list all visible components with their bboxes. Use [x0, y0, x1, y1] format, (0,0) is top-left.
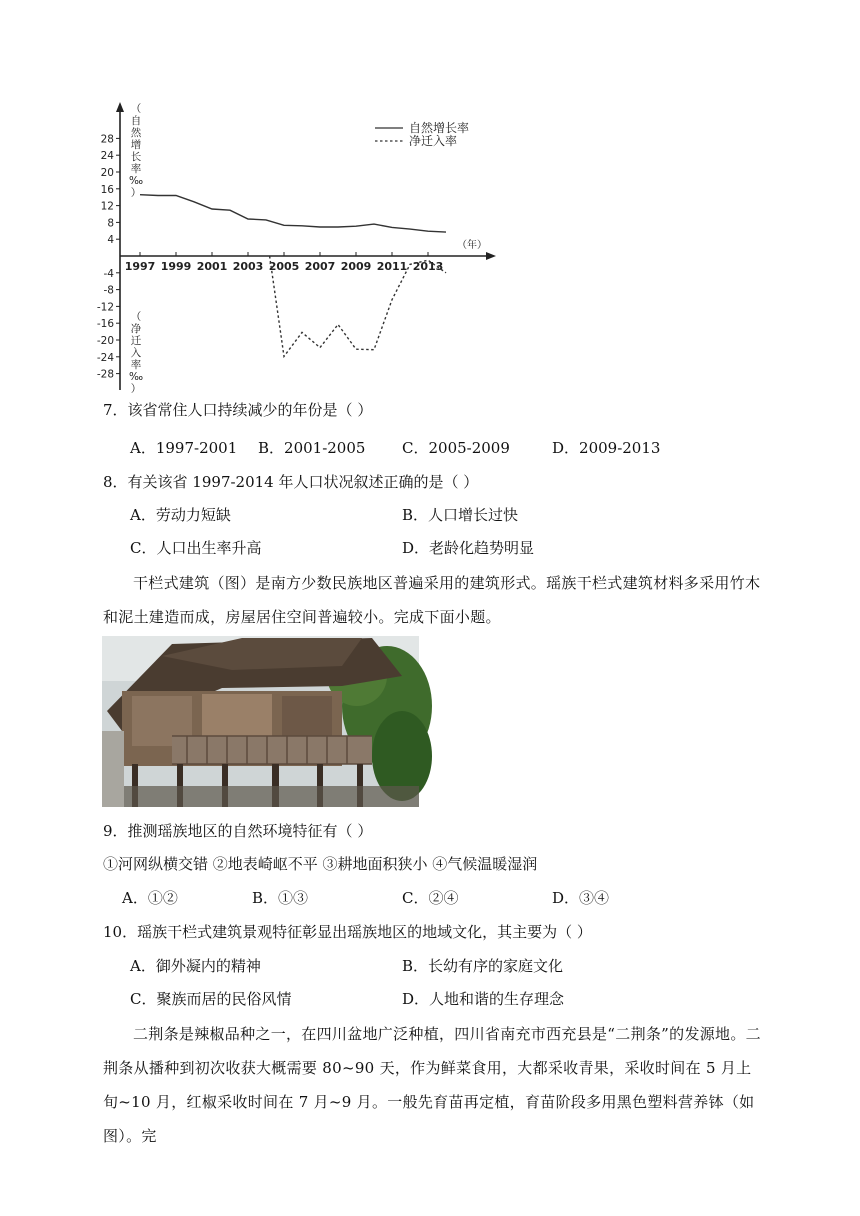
x-tick-label: 2013 [412, 260, 444, 273]
x-tick-label: 2011 [376, 260, 408, 273]
q10-option-b: B．长幼有序的家庭文化 [402, 957, 564, 975]
y-axis-label-net-migration: （净迁入率‰） [128, 311, 144, 395]
y-tick-label: -8 [103, 284, 114, 297]
stilt-house-photo [102, 636, 419, 807]
q9-option-b: B．①③ [252, 889, 309, 907]
question-8-stem: 8．有关该省 1997-2014 年人口状况叙述正确的是（ ） [103, 473, 479, 491]
q10-option-d: D．人地和谐的生存理念 [402, 990, 565, 1008]
legend-label: 净迁入率 [409, 134, 458, 148]
q8-option-d: D．老龄化趋势明显 [402, 539, 535, 557]
y-tick-label: -4 [103, 267, 114, 280]
intro-paragraph-ganlan: 干栏式建筑（图）是南方少数民族地区普遍采用的建筑形式。瑶族干栏式建筑材料多采用竹木和泥土建造而成，房屋居住空间普遍较小。完成下面小题。 [103, 574, 761, 626]
question-7-stem: 7．该省常住人口持续减少的年份是（ ） [103, 401, 373, 419]
q9-option-a: A．①② [122, 889, 178, 907]
q9-option-d: D．③④ [552, 889, 610, 907]
x-axis-label: （年） [457, 240, 487, 251]
question-10-stem: 10．瑶族干栏式建筑景观特征彰显出瑶族地区的地域文化，其主要为（ ） [103, 923, 592, 941]
chart-layer [97, 102, 496, 395]
y-tick-label: -24 [96, 351, 114, 364]
y-tick-label: 20 [100, 167, 114, 179]
q9-statements: ①河网纵横交错 ②地表崎岖不平 ③耕地面积狭小 ④气候温暖湿润 [103, 855, 538, 873]
question-9-stem: 9．推测瑶族地区的自然环境特征有（ ） [103, 822, 373, 840]
y-axis-arrow [116, 102, 124, 112]
y-tick-label: -20 [96, 335, 114, 347]
y-axis-label-natural-growth: （自然增长率‰） [128, 103, 144, 199]
q7-option-a: A．1997-2001 [130, 439, 238, 457]
y-tick-label: 12 [100, 200, 114, 213]
y-tick-label: -28 [96, 368, 114, 381]
q10-option-a: A．御外凝内的精神 [130, 957, 261, 975]
y-tick-label: 16 [100, 183, 114, 196]
y-tick-label: 4 [107, 234, 114, 247]
q8-option-c: C．人口出生率升高 [130, 539, 262, 557]
x-tick-label: 2005 [268, 260, 300, 273]
intro-paragraph-erjingtiao: 二荆条是辣椒品种之一，在四川盆地广泛种植，四川省南充市西充县是“二荆条”的发源地。二荆条从播种到初次收获大概需要 80~90 天，作为鲜菜食用，大都采收青果，采收时间在 5 月上旬~10 月，红椒采收时间在 7 月~9 月。一般先育苗再定植，育苗阶段多用黑色塑料营养钵（如图）。完 [103, 1025, 761, 1145]
legend-label: 自然增长率 [409, 121, 470, 135]
q7-option-b: B．2001-2005 [258, 439, 366, 457]
q9-option-c: C．②④ [402, 889, 459, 907]
x-tick-label: 2007 [304, 260, 336, 273]
y-tick-label: -16 [96, 318, 114, 331]
series-line-natural-growth [140, 195, 446, 232]
x-tick-label: 1999 [160, 260, 192, 273]
q10-option-c: C．聚族而居的民俗风情 [130, 990, 292, 1008]
x-tick-label: 2009 [340, 260, 372, 273]
x-tick-label: 1997 [124, 260, 156, 273]
population-rate-chart [96, 100, 510, 395]
y-tick-label: 24 [100, 150, 114, 163]
x-axis-arrow [486, 252, 496, 260]
x-tick-label: 2001 [196, 260, 228, 273]
y-tick-label: -12 [96, 301, 114, 314]
y-tick-label: 8 [107, 217, 114, 230]
q7-option-d: D．2009-2013 [552, 439, 661, 457]
x-tick-label: 2003 [232, 260, 264, 273]
q8-option-a: A．劳动力短缺 [130, 506, 231, 524]
q7-option-c: C．2005-2009 [402, 439, 510, 457]
q8-option-b: B．人口增长过快 [402, 506, 519, 524]
y-tick-label: 28 [100, 133, 114, 146]
